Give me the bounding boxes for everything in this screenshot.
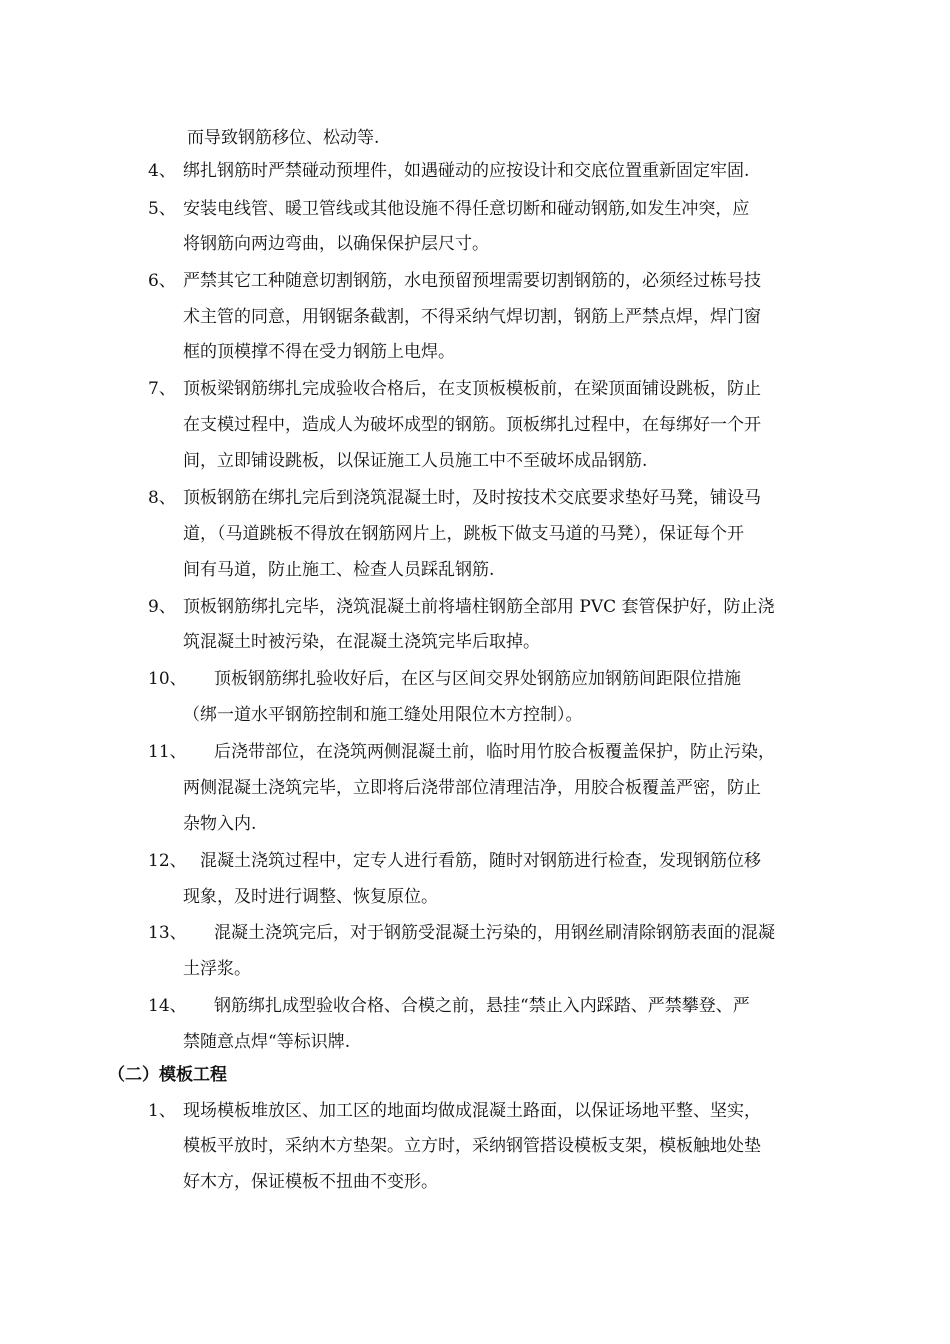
item-text-line: （绑一道水平钢筋控制和施工缝处用限位木方控制）。 — [183, 705, 583, 725]
item-number: 1、 — [148, 1101, 176, 1121]
item-number: 11、 — [148, 742, 187, 762]
item-text-line: 顶板梁钢筋绑扎完成验收合格后，在支顶板模板前，在梁顶面铺设跳板，防止 — [183, 379, 761, 399]
item-number: 13、 — [148, 923, 187, 943]
item-text-line: 筑混凝土时被污染，在混凝土浇筑完毕后取掉。 — [183, 632, 540, 652]
item-text-line: 严禁其它工种随意切割钢筋，水电预留预埋需要切割钢筋的，必须经过栋号技 — [183, 271, 761, 291]
item-number: 8、 — [148, 488, 176, 508]
section-heading: （二）模板工程 — [108, 1065, 227, 1085]
item-text-line: 道，（马道跳板不得放在钢筋网片上，跳板下做支马道的马凳），保证每个开 — [183, 524, 744, 544]
item-text-line: 杂物入内. — [183, 814, 257, 834]
item-text-line: 安装电线管、暖卫管线或其他设施不得任意切断和碰动钢筋,如发生冲突，应 — [183, 199, 750, 219]
item-text-line: 后浇带部位，在浇筑两侧混凝土前，临时用竹胶合板覆盖保护，防止污染， — [214, 742, 775, 762]
item-number: 14、 — [148, 996, 187, 1016]
item-text-line: 土浮浆。 — [183, 959, 251, 979]
item-text-line: 间有马道，防止施工、检查人员踩乱钢筋. — [183, 560, 495, 580]
item-text-line: 将钢筋向两边弯曲，以确保保护层尺寸。 — [183, 234, 489, 254]
item-text-line: 术主管的同意，用钢锯条截割，不得采纳气焊切割，钢筋上严禁点焊，焊门窗 — [183, 307, 761, 327]
item-text-line: 顶板钢筋在绑扎完后到浇筑混凝土时，及时按技术交底要求垫好马凳，铺设马 — [183, 488, 761, 508]
item-number: 12、 — [148, 851, 187, 871]
item-text-line: 混凝土浇筑过程中，定专人进行看筋，随时对钢筋进行检查，发现钢筋位移 — [200, 851, 761, 871]
item-text-line: 模板平放时，采纳木方垫架。立方时，采纳钢管搭设模板支架，模板触地处垫 — [183, 1136, 761, 1156]
item-text-line: 顶板钢筋绑扎完毕，浇筑混凝土前将墙柱钢筋全部用 PVC 套管保护好，防止浇 — [183, 597, 775, 617]
item-text-line: 混凝土浇筑完后，对于钢筋受混凝土污染的，用钢丝刷清除钢筋表面的混凝 — [214, 923, 775, 943]
item-text-line: 禁随意点焊“等标识牌. — [183, 1032, 351, 1052]
item-text-line: 绑扎钢筋时严禁碰动预埋件，如遇碰动的应按设计和交底位置重新固定牢固. — [183, 161, 750, 181]
item-text-line: 间，立即铺设跳板，以保证施工人员施工中不至破坏成品钢筋. — [183, 451, 648, 471]
item-number: 5、 — [148, 199, 176, 219]
item-number: 4、 — [148, 161, 176, 181]
item-text-line: 在支模过程中，造成人为破坏成型的钢筋。顶板绑扎过程中，在每绑好一个开 — [183, 415, 761, 435]
item-number: 10、 — [148, 669, 187, 689]
item-text-line: 两侧混凝土浇筑完毕，立即将后浇带部位清理洁净，用胶合板覆盖严密，防止 — [183, 778, 761, 798]
item-text-line: 框的顶模撑不得在受力钢筋上电焊。 — [183, 342, 455, 362]
continuation-line: 而导致钢筋移位、松动等. — [187, 128, 380, 148]
item-text-line: 钢筋绑扎成型验收合格、合模之前，悬挂“禁止入内踩踏、严禁攀登、严 — [214, 996, 750, 1016]
item-text-line: 好木方，保证模板不扭曲不变形。 — [183, 1172, 438, 1192]
item-number: 6、 — [148, 271, 176, 291]
item-number: 7、 — [148, 379, 176, 399]
item-number: 9、 — [148, 597, 176, 617]
item-text-line: 现场模板堆放区、加工区的地面均做成混凝土路面，以保证场地平整、坚实， — [183, 1101, 761, 1121]
item-text-line: 顶板钢筋绑扎验收好后，在区与区间交界处钢筋应加钢筋间距限位措施 — [214, 669, 741, 689]
item-text-line: 现象，及时进行调整、恢复原位。 — [183, 887, 438, 907]
